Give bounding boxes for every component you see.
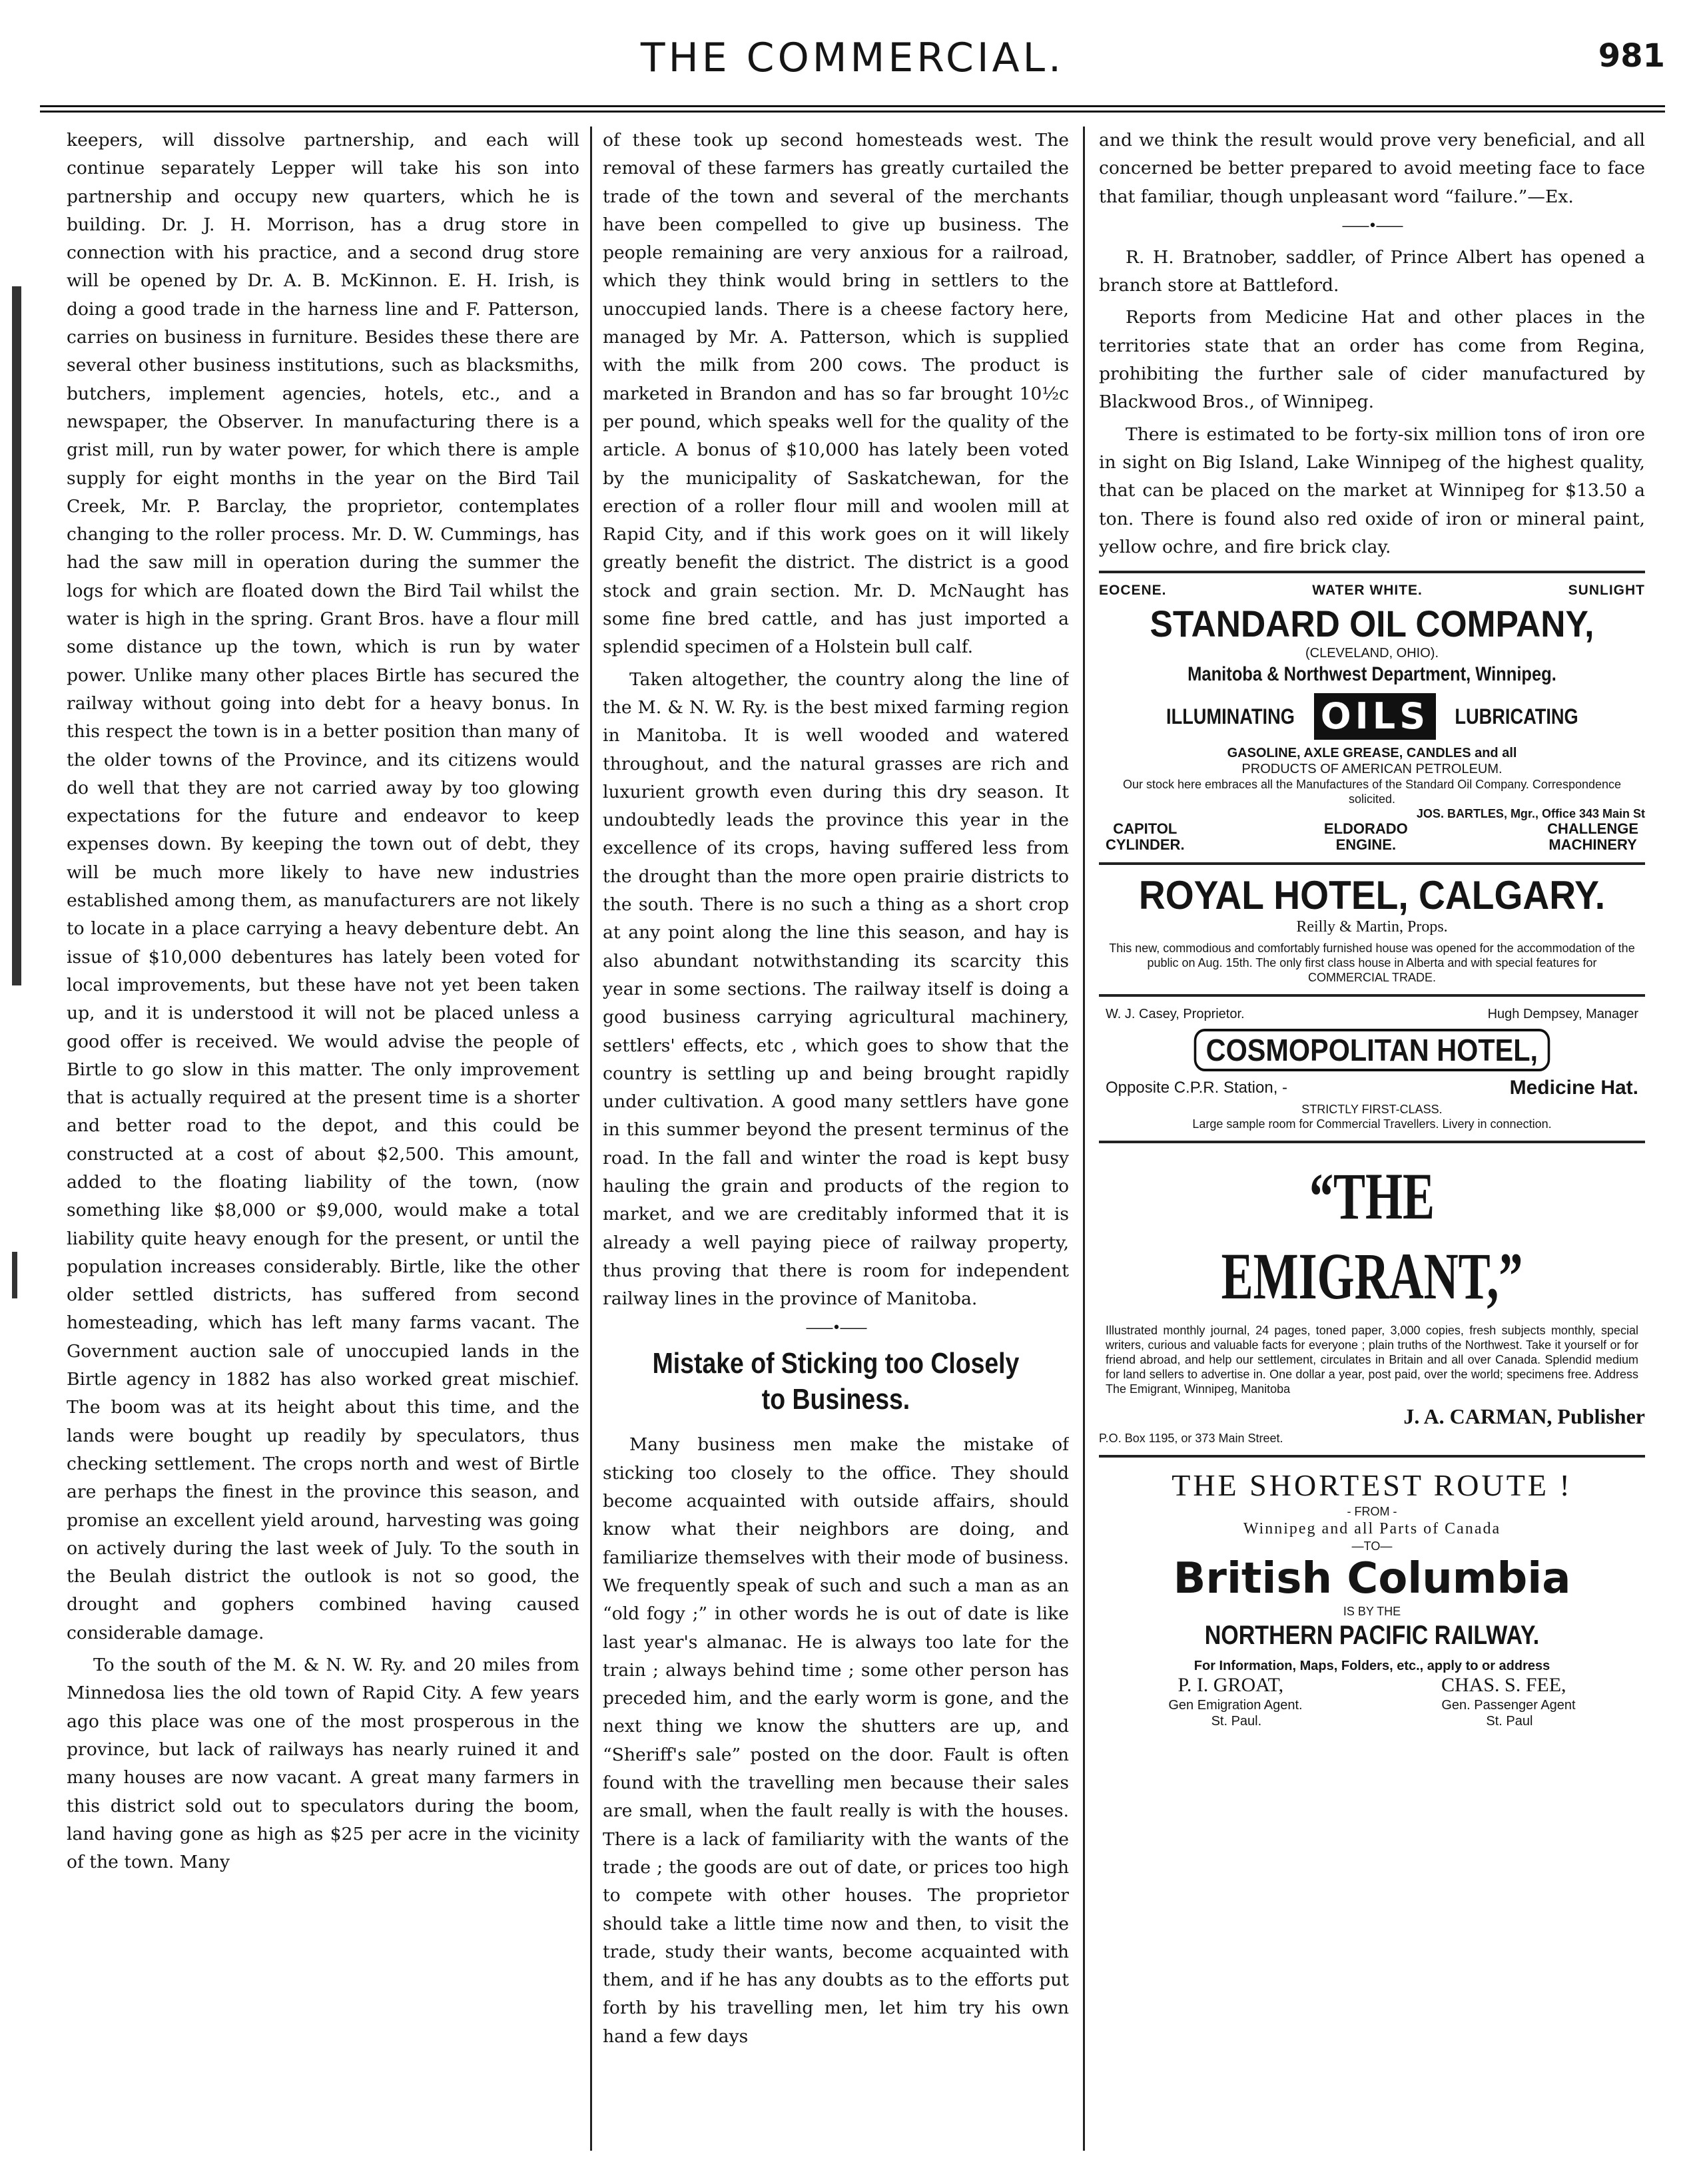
ad-title: ROYAL HOTEL, CALGARY. xyxy=(1138,873,1606,918)
news-item: Reports from Medicine Hat and other places in the territories state that an order has come from Regina, prohibiting the further sale of cider manufactured by Blackwood Bros., of Winnipeg. xyxy=(1099,307,1645,413)
oil-grade-label: SUNLIGHT xyxy=(1568,583,1645,599)
grade-name: MACHINERY xyxy=(1548,836,1637,854)
ad-staff-row xyxy=(1099,1006,1645,1022)
column-rule-2b xyxy=(1083,985,1085,2151)
ad-location: (CLEVELAND, OHIO). xyxy=(1305,646,1439,661)
ad-destination: British Columbia xyxy=(1173,1554,1571,1604)
ad-divider xyxy=(1099,1455,1645,1458)
ad-divider xyxy=(1099,994,1645,997)
agent-city: St. Paul. xyxy=(1211,1714,1262,1729)
oils-banner xyxy=(1099,693,1645,740)
ad-info: For Information, Maps, Folders, etc., apply to or address xyxy=(1193,1659,1550,1674)
section-heading: Mistake of Sticking too Closely to Business. xyxy=(652,1347,1020,1416)
column-rule-1 xyxy=(590,127,592,2151)
agent-title: Gen. Passenger Agent xyxy=(1441,1698,1576,1713)
masthead-title: THE COMMERCIAL. xyxy=(640,35,1065,81)
ad-origin: Winnipeg and all Parts of Canada xyxy=(1243,1520,1501,1538)
column-rule-2a xyxy=(1083,127,1085,985)
grade-name: CYLINDER. xyxy=(1106,836,1185,854)
header-rule xyxy=(40,105,1665,107)
news-item: R. H. Bratnober, saddler, of Prince Albert has opened a branch store at Battleford. xyxy=(1099,246,1645,296)
section-separator: ——•—— xyxy=(805,1320,866,1337)
ad-bottom-grades xyxy=(1099,821,1645,853)
agent-title: Gen Emigration Agent. xyxy=(1168,1698,1303,1713)
ad-products: PRODUCTS OF AMERICAN PETROLEUM. xyxy=(1241,762,1503,777)
grade-block xyxy=(1547,821,1638,853)
agent-city: St. Paul xyxy=(1486,1714,1533,1729)
oil-grade-label: EOCENE. xyxy=(1099,583,1167,599)
oils-right-word: LUBRICATING xyxy=(1455,704,1578,728)
ad-railway: NORTHERN PACIFIC RAILWAY. xyxy=(1204,1621,1540,1651)
article-paragraph: of these took up second homesteads west. The removal of these farmers has greatly curtailed the trade of the town and several of the merchants have been compelled to give up business. The people remaining are very anxious for a railroad, which they think would bring in settlers to the unoccupied lands. There is a cheese factory here, managed by Mr. A. Patterson, which is supplied with the milk from 200 cows. The product is marketed in Brandon and has so far brought 10½c per pound, which speaks well for the quality of the article. A bonus of $10,000 has lately been voted by the municipality of Saskatchewan, for the erection of a roller flour mill and woolen mill at Rapid City, and if this work goes on it will likely greatly benefit the district. The district is a good stock and grain section. Mr. D. McNaught has some fine bred cattle, and has just imported a splendid specimen of a Holstein bull calf. xyxy=(603,130,1069,658)
oil-grade-label: WATER WHITE. xyxy=(1312,583,1423,599)
ad-from: - FROM - xyxy=(1347,1505,1397,1519)
ad-class: STRICTLY FIRST-CLASS. xyxy=(1301,1103,1443,1117)
binding-shadow xyxy=(12,286,21,985)
oils-logo: OILS xyxy=(1314,693,1436,740)
column-3 xyxy=(1099,127,1645,2151)
ad-agents-title-row xyxy=(1099,1697,1645,1713)
ad-manager: JOS. BARTLES, Mgr., Office 343 Main St xyxy=(1416,807,1645,821)
ad-address: P.O. Box 1195, or 373 Main Street. xyxy=(1099,1432,1283,1446)
ad-agents-city-row xyxy=(1099,1713,1645,1729)
grade-block xyxy=(1106,821,1185,853)
ad-proprietor: W. J. Casey, Proprietor. xyxy=(1106,1007,1245,1022)
ad-title: “THE EMIGRANT,” xyxy=(1221,1159,1523,1314)
page-header xyxy=(40,28,1665,108)
ad-products: GASOLINE, AXLE GREASE, CANDLES and all xyxy=(1227,746,1517,761)
ad-publisher: J. A. CARMAN, Publisher xyxy=(1403,1404,1645,1429)
header-rule-thin xyxy=(40,111,1665,113)
cosmopolitan-hotel-ad xyxy=(1099,1006,1645,1131)
ad-divider xyxy=(1099,571,1645,573)
article-paragraph: Taken altogether, the country along the line of the M. & N. W. Ry. is the best mixed farming region in Manitoba. It is well wooded and watered throughout, and the natural grasses are rich and luxurient growth even during this dry season. It undoubtedly leads the province this year in the excellence of its crops, having suffered less from the drought than the more open prairie districts to the south. There is no such a thing as a short crop at any point along the line this season, and hay is also abundant notwithstanding its scarcity this year in some sections. The railway itself is doing a good business carrying agricultural machinery, settlers' effects, etc , which goes to show that the country is settling up and being brought rapidly under cultivation. A good many settlers have gone in this summer beyond the present terminus of the road. In the fall and winter the road is kept busy hauling the grain and products of the region to market, and we are creditably informed that it is already a well paying piece of railway property, thus proving that there is room for independent railway lines in the province of Manitoba. xyxy=(603,669,1069,1310)
ad-stock-line: Our stock here embraces all the Manufactures of the Standard Oil Company. Correspondence solicited. xyxy=(1122,778,1622,806)
grade-name: ELDORADO xyxy=(1323,820,1408,838)
ad-agents-row xyxy=(1099,1673,1645,1697)
page-number: 981 xyxy=(1598,37,1665,75)
northern-pacific-ad xyxy=(1099,1467,1645,1729)
news-item: There is estimated to be forty-six million tons of iron ore in sight on Big Island, Lake Winnipeg of the highest quality, that can be placed on the market at Winnipeg for $13.50 a ton. There is found also red oxide of iron or mineral paint, yellow ochre, and fire brick clay. xyxy=(1099,423,1645,557)
article-paragraph: and we think the result would prove very beneficial, and all concerned be better prepared to avoid meeting face to face that familiar, though unpleasant word “failure.”—Ex. xyxy=(1099,130,1645,207)
ad-body: Illustrated monthly journal, 24 pages, toned paper, 3,000 copies, fresh subjects monthly, special writers, curious and valuable facts for everyone ; plain truths of the Northwest. Take it yourself or for friend abroad, and help our settlement, circulates in Britain and all over Canada. Splendid medium for land sellers to advertise in. One dollar a year, post paid, over the world; specimens free. Address The Emigrant, Winnipeg, Manitoba xyxy=(1106,1324,1638,1396)
ad-station: Opposite C.P.R. Station, - xyxy=(1106,1079,1288,1097)
agent-name: CHAS. S. FEE, xyxy=(1441,1674,1566,1697)
grade-name: CHALLENGE xyxy=(1547,820,1638,838)
agent-name: P. I. GROAT, xyxy=(1178,1674,1284,1697)
section-separator: ——•—— xyxy=(1341,217,1403,234)
oil-grades-row xyxy=(1099,583,1645,599)
ad-title: THE SHORTEST ROUTE ! xyxy=(1172,1468,1572,1503)
article-paragraph: Many business men make the mistake of sticking too closely to the office. They should become acquainted with outside affairs, should know what their neighbors are doing, and familiarize themselves with their mode of business. We frequently speak of such and such a man as an “old fogy ;” in other words he is out of date is like last year's almanac. He is always too late for the train ; always behind time ; some other person has preceded him, and the early worm is gone, and the next thing we know the shutters are up, and “Sheriff's sale” posted on the door. Fault is often found with the travelling men because their sales are small, when the fault really is with the houses. There is a lack of familiarity with the wants of the trade ; the goods are out of date, or prices too high to compete with other houses. The proprietor should take a little time now and then, to visit the trade, study their wants, become acquainted with them, and if he has any doubts as to the efforts put forth by his travelling men, let him try his own hand a few days xyxy=(603,1434,1069,2047)
ad-to: —TO— xyxy=(1351,1539,1393,1553)
ad-title: COSMOPOLITAN HOTEL, xyxy=(1194,1029,1550,1071)
ad-manager: Hugh Dempsey, Manager xyxy=(1487,1007,1638,1022)
ad-department: Manitoba & Northwest Department, Winnipeg. xyxy=(1187,663,1556,686)
emigrant-ad xyxy=(1099,1157,1645,1446)
ad-station-row xyxy=(1099,1078,1645,1098)
article-paragraph: keepers, will dissolve partnership, and each will continue separately Lepper will take his son into partnership and occupy new quarters, which he is building. Dr. J. H. Morrison, has a drug store in connection with his practice, and a second drug store will be opened by Dr. A. B. McKinnon. E. H. Irish, is doing a good trade in the harness line and F. Patterson, carries on business in furniture. Besides these there are several other business institutions, such as blacksmiths, butchers, implement agencies, hotels, etc., and a newspaper, the Observer. In manufacturing there is a grist mill, run by water power, for which there is ample supply for eight months in the year on the Bird Tail Creek, Mr. P. Barclay, the proprietor, contemplates changing to the roller process. Mr. D. W. Cummings, has had the saw mill in operation during the summer the logs for which are floated down the Bird Tail whilst the water is high in the spring. Grant Bros. have a flour mill some distance up the town, which is run by water power. Unlike many other places Birtle has secured the railway without going into debt for a heavy bonus. In this respect the town is in a better position than many of the older towns of the Province, and its citizens would do well that they are not carried away by too glowing expectations for the future and endeavor to keep expenses down. By keeping the town out of debt, they will be much more likely to have new industries established among them, as manufacturers are not likely to locate in a place carrying a heavy debenture debt. An issue of $10,000 debentures has lately been voted for local improvements, but these have not yet been taken up, and it is understood it will not be placed unless a good offer is received. We would advise the people of Birtle to go slow in this matter. The only improvement that is actually required at the present time is a shorter and better road to the depot, and this could be constructed at a cost of about $2,500. This amount, added to the floating liability of the town, (now something like $8,000 or $9,000, would make a total liability quite heavy enough for the present, or until the population increases considerably. Birtle, like the other older settled districts, has suffered from second homesteading, which has left many farms vacant. The Government auction sale of unoccupied lands in the Birtle agency in 1882 has also worked great mischief. The boom was at its height about this time, and the lands were bought up readily by speculators, thus checking settlement. The crops north and west of Birtle are perhaps the finest in the province this season, and promise an excellent yield around, harvesting was going on actively during the last week of July. To the south in the Beulah district the outlook is not so good, the drought and gophers combined having caused considerable damage. xyxy=(67,130,579,1643)
column-2 xyxy=(603,127,1069,2151)
ad-props: Reilly & Martin, Props. xyxy=(1296,918,1448,936)
royal-hotel-ad xyxy=(1099,874,1645,985)
grade-name: CAPITOL xyxy=(1113,820,1178,838)
oils-left-word: ILLUMINATING xyxy=(1166,704,1295,728)
ad-title: STANDARD OIL COMPANY, xyxy=(1150,603,1594,645)
column-1 xyxy=(67,127,579,2151)
binding-shadow-small xyxy=(12,1252,17,1298)
grade-block xyxy=(1324,821,1408,853)
ad-note: Large sample room for Commercial Travellers. Livery in connection. xyxy=(1192,1117,1552,1131)
ad-by: IS BY THE xyxy=(1343,1605,1401,1619)
ad-divider xyxy=(1099,1141,1645,1143)
ad-city: Medicine Hat. xyxy=(1509,1077,1638,1099)
ad-body: This new, commodious and comfortably furnished house was opened for the accommodation of the public on Aug. 15th. The only first class house in Alberta and with special features for COMMERCIAL TRADE. xyxy=(1109,942,1635,985)
standard-oil-ad xyxy=(1099,583,1645,853)
grade-name: ENGINE. xyxy=(1335,836,1397,854)
ad-divider xyxy=(1099,862,1645,865)
article-paragraph: To the south of the M. & N. W. Ry. and 20 miles from Minnedosa lies the old town of Rapid City. A few years ago this place was one of the most prosperous in the province, but lack of railways has nearly ruined it and many houses are now vacant. A great many farmers in this district sold out to speculators during the boom, land having gone as high as $25 per acre in the vicinity of the town. Many xyxy=(67,1655,579,1873)
